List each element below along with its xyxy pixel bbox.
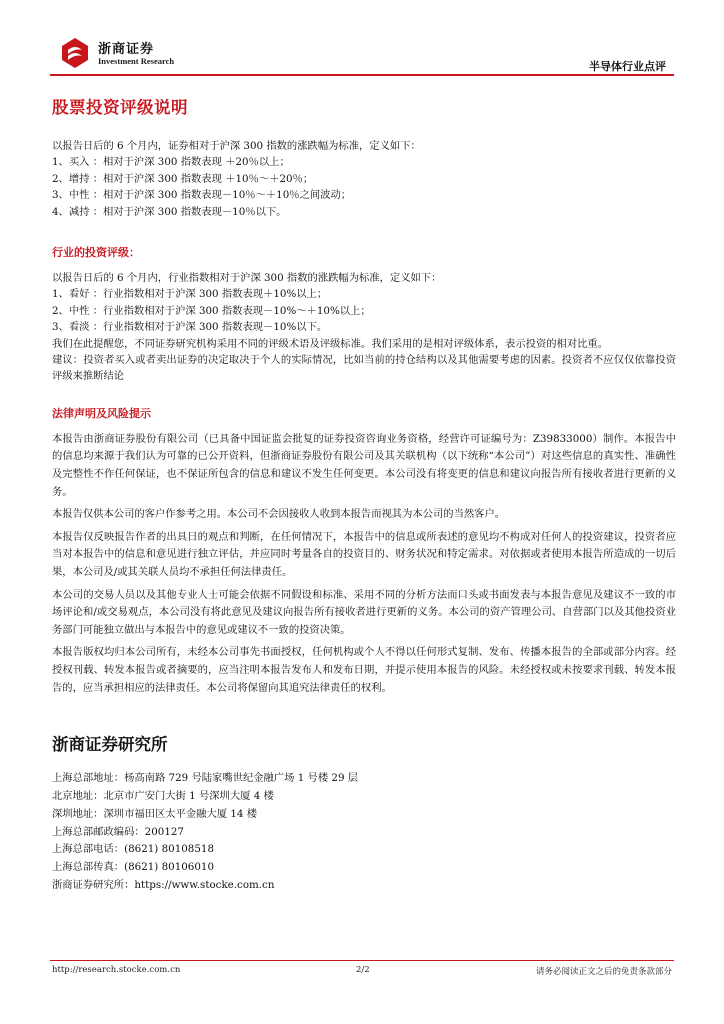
beijing-address: 北京地址：北京市广安门大街 1 号深圳大厦 4 楼 <box>52 789 274 802</box>
industry-rating-line: 2、中性 ：行业指数相对于沪深 300 指数表现－10%～＋10%以上； <box>52 304 371 317</box>
legal-paragraph: 本报告由浙商证券股份有限公司（已具备中国证监会批复的证券投资咨询业务资格，经营许可证编号为：Z39833000）制作。本报告中的信息均来源于我们认为可靠的已公开资料，但浙商证券股份有限公司及其关联机构（以下统称“本公司”）对这些信息的真实性、准确性及完整性不作任何保证，也不保证所包含的信息和建议不发生任何变更。本公司没有将变更的信息和建议向报告所有接收者进行更新的义务。 <box>52 432 676 498</box>
postal-code: 上海总部邮政编码：200127 <box>52 825 184 838</box>
phone-number: 上海总部电话：(8621) 80108518 <box>52 843 214 856</box>
stock-rating-title: 股票投资评级说明 <box>52 98 188 117</box>
page-header <box>0 0 724 80</box>
rating-advice: 建议：投资者买入或者卖出证券的决定取决于个人的实际情况，比如当前的持仓结构以及其他需要考虑的因素。投资者不应仅仅依靠投资评级来推断结论 <box>52 354 676 383</box>
logo-english-name: Investment Research <box>98 56 175 66</box>
header-divider <box>50 74 674 76</box>
stock-rating-line: 4、减持 ：相对于沪深 300 指数表现－10％以下。 <box>52 205 287 218</box>
stock-rating-list <box>52 138 676 220</box>
legal-paragraph: 本公司的交易人员以及其他专业人士可能会依据不同假设和标准、采用不同的分析方法而口头或书面发表与本报告意见及建议不一致的市场评论和/或交易观点，本公司没有将此意见及建议向报告所有接收者进行更新的义务。本公司的资产管理公司、自营部门以及其他投资业务部门可能独立做出与本报告中的意见或建议不一致的投资决策。 <box>52 588 676 636</box>
logo-chinese-name: 浙商证券 <box>98 42 155 57</box>
rating-reminder: 我们在此提醒您，不同证券研究机构采用不同的评级术语及评级标准。我们采用的是相对评级体系，表示投资的相对比重。 <box>52 337 609 350</box>
stock-rating-line: 3、中性 ：相对于沪深 300 指数表现－10％～＋10％之间波动； <box>52 189 352 202</box>
industry-rating-line: 以报告日后的 6 个月内，行业指数相对于沪深 300 指数的涨跌幅为标准，定义如下： <box>52 272 442 285</box>
industry-rating-list <box>52 270 676 336</box>
fax-number: 上海总部传真：(8621) 80106010 <box>52 861 214 874</box>
report-type-label: 半导体行业点评 <box>589 60 666 73</box>
industry-rating-line: 1、看好 ：行业指数相对于沪深 300 指数表现＋10%以上； <box>52 288 328 301</box>
industry-rating-title: 行业的投资评级： <box>52 246 140 260</box>
legal-paragraph: 本报告版权均归本公司所有，未经本公司事先书面授权，任何机构或个人不得以任何形式复制、发布、传播本报告的全部或部分内容。经授权刊载、转发本报告或者摘要的，应当注明本报告发布人和发布日期，并提示使用本报告的风险。未经授权或未按要求刊载、转发本报告的，应当承担相应的法律责任。本公司将保留向其追究法律责任的权利。 <box>52 646 676 694</box>
legal-paragraph: 本报告仅供本公司的客户作参考之用。本公司不会因接收人收到本报告而视其为本公司的当然客户。 <box>52 508 506 521</box>
institute-contacts <box>52 770 676 895</box>
stock-rating-line: 2、增持 ：相对于沪深 300 指数表现 ＋10％～＋20％； <box>52 172 314 185</box>
legal-paragraph: 本报告仅反映报告作者的出具日的观点和判断，在任何情况下，本报告中的信息或所表述的意见均不构成对任何人的投资建议，投资者应当对本报告中的信息和意见进行独立评估，并应同时考量各自的投资目的、财务状况和特定需求。对依据或者使用本报告所造成的一切后果，本公司及/或其关联人员均不承担任何法律责任。 <box>52 530 676 579</box>
stock-rating-line: 以报告日后的 6 个月内，证券相对于沪深 300 指数的涨跌幅为标准，定义如下： <box>52 140 421 152</box>
page-number: 2/2 <box>356 965 370 975</box>
institute-website: 浙商证券研究所：https://www.stocke.com.cn <box>52 878 275 891</box>
industry-rating-line: 3、看淡 ：行业指数相对于沪深 300 指数表现－10%以下。 <box>52 321 328 334</box>
institute-title: 浙商证券研究所 <box>52 735 168 755</box>
stock-rating-line: 1、买入 ：相对于沪深 300 指数表现 ＋20％以上； <box>52 156 290 169</box>
legal-title: 法律声明及风险提示 <box>52 406 151 420</box>
footer-divider <box>50 960 674 961</box>
disclaimer-note: 请务必阅读正文之后的免责条款部分 <box>535 967 672 977</box>
company-logo <box>58 36 188 70</box>
logo-icon <box>58 36 92 70</box>
shenzhen-address: 深圳地址：深圳市福田区太平金融大厦 14 楼 <box>52 807 257 820</box>
page-body <box>52 92 676 895</box>
shanghai-address: 上海总部地址：杨高南路 729 号陆家嘴世纪金融广场 1 号楼 29 层 <box>52 772 359 785</box>
footer-url-link[interactable]: http://research.stocke.com.cn <box>52 965 181 975</box>
